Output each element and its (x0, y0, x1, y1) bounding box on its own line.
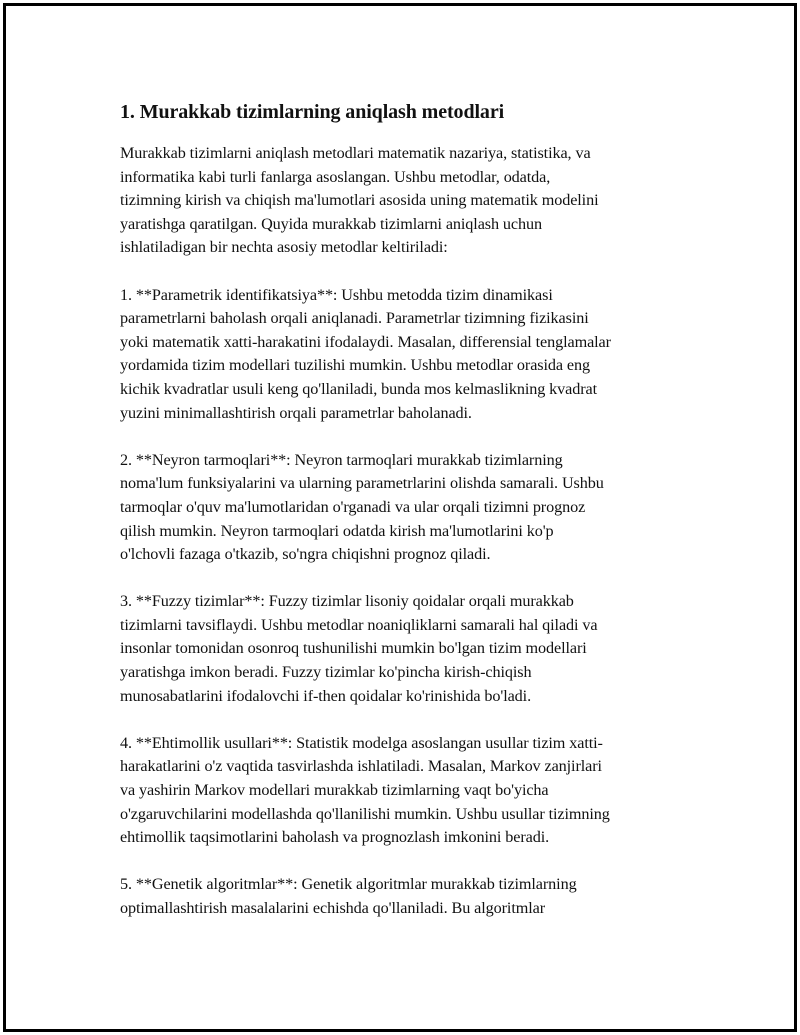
text-line: yuzini minimallashtirish orqali parametrlar baholanadi. (120, 403, 472, 422)
text-line: insonlar tomonidan osonroq tushunilishi mumkin bo'lgan tizim modellari (120, 639, 587, 658)
text-line: 4. **Ehtimollik usullari**: Statistik modelga asoslangan usullar tizim xatti- (120, 733, 603, 752)
text-line: parametrlarni baholash orqali aniqlanadi. Parametrlar tizimning fizikasini (120, 309, 589, 328)
intro-paragraph (120, 142, 698, 260)
text-line: qilish mumkin. Neyron tarmoqlari odatda kirish ma'lumotlarini ko'p (120, 521, 554, 540)
method-paragraph-neural (120, 449, 698, 567)
text-line: va yashirin Markov modellari murakkab tizimlarning vaqt bo'yicha (120, 781, 549, 800)
text-line: yaratishga imkon beradi. Fuzzy tizimlar ko'pincha kirish-chiqish (120, 663, 532, 682)
text-line: harakatlarini o'z vaqtida tasvirlashda ishlatiladi. Masalan, Markov zanjirlari (120, 757, 602, 776)
text-line: optimallashtirish masalalarini echishda qo'llaniladi. Bu algoritmlar (120, 899, 545, 917)
text-line: kichik kvadratlar usuli keng qo'llaniladi, bunda mos kelmaslikning kvadrat (120, 379, 597, 398)
section-heading: 1. Murakkab tizimlarning aniqlash metodlari (120, 101, 505, 123)
text-line: 5. **Genetik algoritmlar**: Genetik algoritmlar murakkab tizimlarning (120, 875, 577, 894)
text-line: Murakkab tizimlarni aniqlash metodlari matematik nazariya, statistika, va (120, 144, 591, 162)
document-body (120, 98, 698, 944)
text-line: 3. **Fuzzy tizimlar**: Fuzzy tizimlar lisoniy qoidalar orqali murakkab (120, 592, 574, 611)
text-line: tizimlarni tavsiflaydi. Ushbu metodlar noaniqliklarni samarali hal qiladi va (120, 615, 598, 634)
text-line: yoki matematik xatti-harakatini ifodalaydi. Masalan, differensial tenglamalar (120, 332, 611, 351)
method-paragraph-probability (120, 732, 698, 850)
text-line: munosabatlarini ifodalovchi if-then qoidalar ko'rinishida bo'ladi. (120, 686, 532, 705)
text-line: o'lchovli fazaga o'tkazib, so'ngra chiqishni prognoz qiladi. (120, 545, 491, 564)
text-line: tizimning kirish va chiqish ma'lumotlari asosida uning matematik modelini (120, 191, 599, 210)
text-line: yordamida tizim modellari tuzilishi mumkin. Ushbu metodlar orasida eng (120, 356, 590, 375)
text-line: informatika kabi turli fanlarga asoslangan. Ushbu metodlar, odatda, (120, 167, 551, 186)
text-line: ehtimollik taqsimotlarini baholash va prognozlash imkonini beradi. (120, 828, 550, 847)
text-line: tarmoqlar o'quv ma'lumotlaridan o'rganadi va ular orqali tizimni prognoz (120, 497, 586, 516)
text-line: yaratishga qaratilgan. Quyida murakkab tizimlarni aniqlash uchun (120, 214, 542, 233)
page-frame (3, 3, 797, 1032)
text-line: o'zgaruvchilarini modellashda qo'llanilishi mumkin. Ushbu usullar tizimning (120, 804, 610, 823)
method-paragraph-fuzzy (120, 590, 698, 708)
text-line: ishlatiladigan bir nechta asosiy metodlar keltiriladi: (120, 238, 448, 257)
text-line: 1. **Parametrik identifikatsiya**: Ushbu metodda tizim dinamikasi (120, 285, 553, 304)
method-paragraph-parametric (120, 284, 698, 426)
text-line: noma'lum funksiyalarini va ularning parametrlarini olishda samarali. Ushbu (120, 474, 604, 493)
method-paragraph-genetic (120, 873, 698, 920)
text-line: 2. **Neyron tarmoqlari**: Neyron tarmoqlari murakkab tizimlarning (120, 450, 563, 469)
